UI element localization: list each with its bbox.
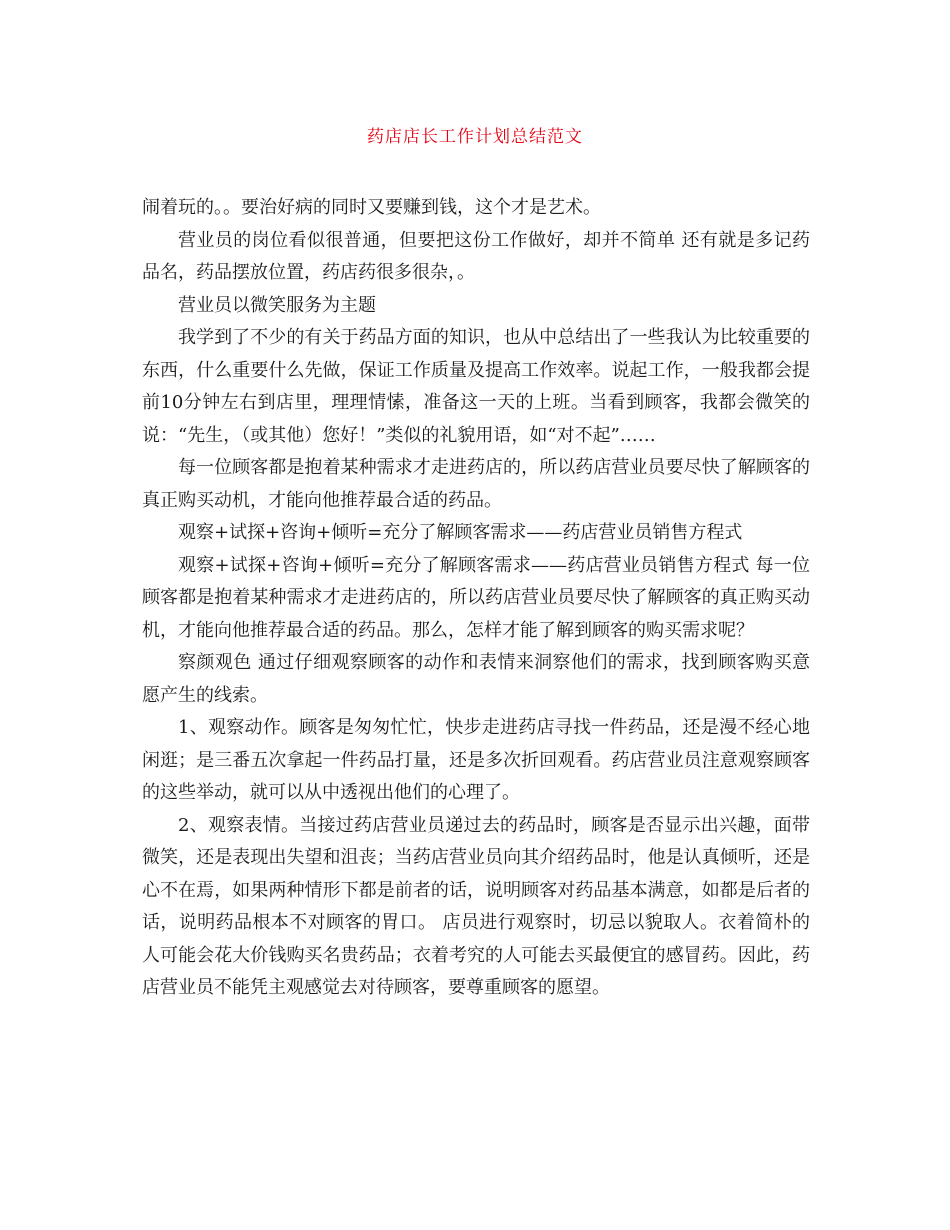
paragraph-4: 我学到了不少的有关于药品方面的知识，也从中总结出了一些我认为比较重要的东西，什么重要什么先做，保证工作质量及提高工作效率。说起工作，一般我都会提前10分钟左右到店里，理理情愫，准备这一天的上班。当看到顾客，我都会微笑的说：“先生，（或其他）您好！”类似的礼貌用语，如“对不起”…… bbox=[142, 327, 810, 446]
paragraph-3: 营业员以微笑服务为主题 bbox=[178, 294, 376, 316]
document-title: 药店店长工作计划总结范文 bbox=[367, 127, 583, 147]
paragraph-2: 营业员的岗位看似很普通，但要把这份工作做好，却并不简单 还有就是多记药品名，药品摆放位置，药店药很多很杂，。 bbox=[142, 229, 810, 283]
document-body bbox=[142, 192, 810, 1005]
paragraph-6: 观察+试探+咨询+倾听=充分了解顾客需求——药店营业员销售方程式 bbox=[178, 522, 743, 543]
paragraph-9: 1、观察动作。顾客是匆匆忙忙，快步走进药店寻找一件药品，还是漫不经心地闲逛；是三番五次拿起一件药品打量，还是多次折回观看。药店营业员注意观察顾客的这些举动，就可以从中透视出他们的心理了。 bbox=[142, 717, 810, 803]
paragraph-7: 观察+试探+咨询+倾听=充分了解顾客需求——药店营业员销售方程式 每一位顾客都是抱着某种需求才走进药店的，所以药店营业员要尽快了解顾客的真正购买动机，才能向他推荐最合适的药品。那么，怎样才能了解到顾客的购买需求呢？ bbox=[142, 554, 810, 641]
paragraph-8: 察颜观色 通过仔细观察顾客的动作和表情来洞察他们的需求，找到顾客购买意愿产生的线索。 bbox=[142, 652, 810, 706]
paragraph-10: 2、观察表情。当接过药店营业员递过去的药品时，顾客是否显示出兴趣，面带微笑，还是表现出失望和沮丧；当药店营业员向其介绍药品时，他是认真倾听，还是心不在焉，如果两种情形下都是前者的话，说明顾客对药品基本满意，如都是后者的话，说明药品根本不对顾客的胃口。 店员进行观察时，切忌以貌取人。衣着简朴的人可能会花大价钱购买名贵药品；衣着考究的人可能去买最便宜的感冒药。因此，药店营业员不能凭主观感觉去对待顾客，要尊重顾客的愿望。 bbox=[142, 814, 810, 998]
paragraph-1: 闹着玩的。。要治好病的同时又要赚到钱，这个才是艺术。 bbox=[142, 197, 601, 218]
paragraph-5: 每一位顾客都是抱着某种需求才走进药店的，所以药店营业员要尽快了解顾客的真正购买动机，才能向他推荐最合适的药品。 bbox=[142, 457, 810, 511]
